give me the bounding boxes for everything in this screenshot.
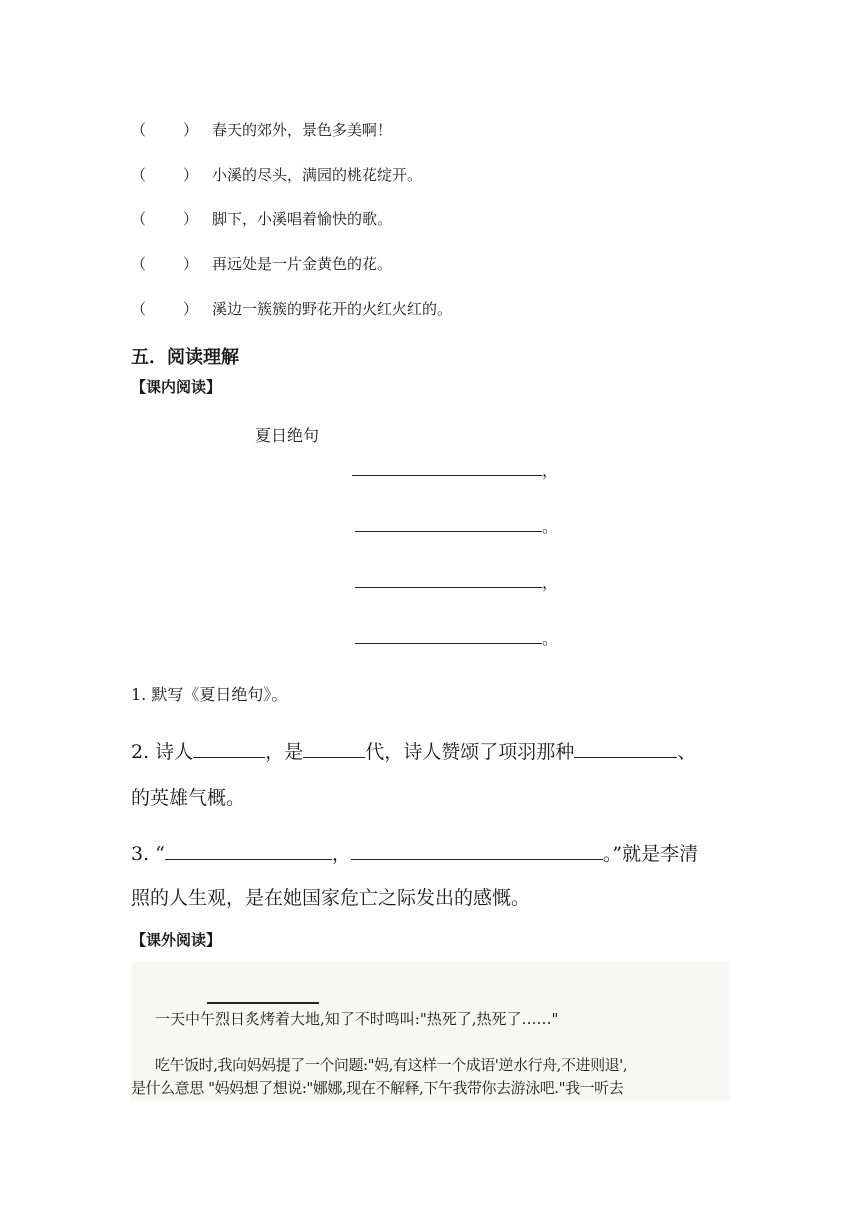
answer-paren-open[interactable]: （ <box>131 121 147 139</box>
answer-blank[interactable] <box>574 738 677 758</box>
question-3-line-2: 照的人生观，是在她国家危亡之际发出的感慨。 <box>131 887 531 909</box>
answer-paren-open[interactable]: （ <box>131 210 147 228</box>
ordering-item-text: 脚下，小溪唱着愉快的歌。 <box>212 210 393 228</box>
poem-blank[interactable] <box>355 627 542 644</box>
passage-paragraph-2-line-1: 吃午饭时,我向妈妈提了一个问题:"妈,有这样一个成语'逆水行舟,不进则退', <box>155 1056 628 1074</box>
answer-paren-open[interactable]: （ <box>131 300 147 318</box>
poem-blank[interactable] <box>355 515 542 532</box>
poem-line-3[interactable] <box>355 570 558 593</box>
answer-paren-close[interactable]: ） <box>183 300 199 318</box>
answer-blank[interactable] <box>193 738 265 758</box>
passage-title-blank[interactable] <box>207 1002 319 1004</box>
in-class-reading-label: 【课内阅读】 <box>131 378 222 396</box>
poem-punct: ， <box>542 461 559 480</box>
poem-punct: 。 <box>542 517 559 536</box>
answer-paren-close[interactable]: ） <box>183 210 199 228</box>
out-class-reading-label: 【课外阅读】 <box>131 931 222 949</box>
poem-title: 夏日绝句 <box>255 426 320 445</box>
poem-punct: ， <box>542 573 559 592</box>
question-2 <box>131 737 696 764</box>
answer-blank[interactable] <box>165 840 332 860</box>
answer-paren-open[interactable]: （ <box>131 166 147 184</box>
question-2-line-2: 的英雄气概。 <box>131 787 246 809</box>
question-text: 2. 诗人 <box>131 741 194 763</box>
question-text: 代，诗人赞颂了项羽那种 <box>365 741 575 763</box>
passage-paragraph-2-line-2: 是什么意思 "妈妈想了想说:"娜娜,现在不解释,下午我带你去游泳吧."我一听去 <box>131 1079 624 1097</box>
question-text: 。”就是李清 <box>602 843 699 865</box>
poem-punct: 。 <box>542 629 559 648</box>
question-3 <box>131 839 698 866</box>
answer-paren-open[interactable]: （ <box>131 255 147 273</box>
question-text: 3. “ <box>131 843 165 865</box>
passage-paragraph-1: 一天中午烈日炙烤着大地,知了不时鸣叫:"热死了,热死了……" <box>155 1010 559 1028</box>
poem-blank[interactable] <box>352 459 542 476</box>
question-text: ，是 <box>265 741 304 763</box>
question-1: 1. 默写《夏日绝句》。 <box>131 685 288 704</box>
answer-blank[interactable] <box>351 840 603 860</box>
answer-paren-close[interactable]: ） <box>183 166 199 184</box>
ordering-item-text: 春天的郊外，景色多美啊！ <box>212 121 393 139</box>
ordering-item-text: 再远处是一片金黄色的花。 <box>212 255 393 273</box>
answer-blank[interactable] <box>303 738 365 758</box>
poem-line-4[interactable] <box>355 626 558 649</box>
section-title: 五．阅读理解 <box>131 347 239 368</box>
ordering-item-text: 溪边一簇簇的野花开的火红火红的。 <box>212 300 453 318</box>
answer-paren-close[interactable]: ） <box>183 255 199 273</box>
ordering-item-text: 小溪的尽头，满园的桃花绽开。 <box>212 166 423 184</box>
question-text: 、 <box>677 741 697 763</box>
poem-line-2[interactable] <box>355 514 558 537</box>
poem-blank[interactable] <box>355 571 542 588</box>
poem-line-1[interactable] <box>352 458 558 481</box>
question-text: ， <box>331 843 351 865</box>
answer-paren-close[interactable]: ） <box>183 121 199 139</box>
